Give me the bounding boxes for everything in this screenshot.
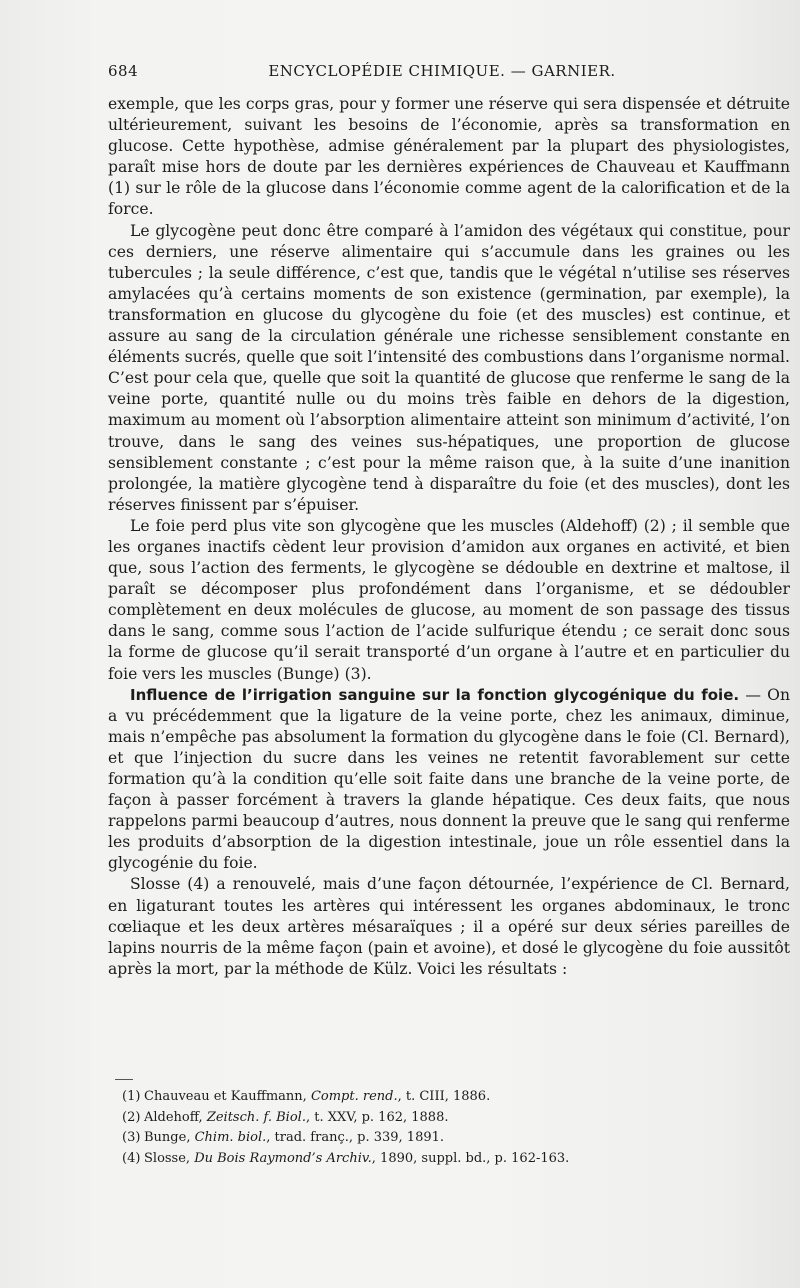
footnote-journal: Du Bois Raymond’s Archiv. — [194, 1150, 372, 1166]
paragraph-4 — [108, 685, 790, 875]
footnote-journal: Compt. rend. — [310, 1089, 398, 1104]
running-title: ENCYCLOPÉDIE CHIMIQUE. — GARNIER. — [268, 62, 616, 80]
footnote-author: Bunge, — [144, 1130, 191, 1145]
footnote-reference: , trad. franç., p. 339, 1891. — [266, 1130, 445, 1145]
body-text — [108, 94, 790, 980]
footnote-mark: (4) — [122, 1150, 141, 1166]
footnote-mark: (3) — [122, 1130, 141, 1145]
footnote-author: Slosse, — [144, 1150, 191, 1166]
paragraph-5: Slosse (4) a renouvelé, mais d’une façon détournée, l’expérience de Cl. Bernard, en ligaturant toutes les artères qui intéressent les organes abdominaux, le tronc cœliaque et les deux artères mésaraïques ; il a opéré sur deux séries pareilles de lapins nourris de la même façon (pain et avoine), et dosé le glycogène du foie aussitôt après la mort, par la méthode de Külz. Voici les résultats : — [108, 875, 790, 978]
footnotes — [122, 1087, 772, 1169]
paragraph-1: exemple, que les corps gras, pour y former une réserve qui sera dispensée et détruite ultérieurement, suivant les besoins de l’économie, après sa transformation en glucose. Cette hypothèse, admise généralement par la plupart des physiologistes, paraît mise hors de doute par les dernières expériences de Chauveau et Kauffmann (1) sur le rôle de la glucose dans l’économie comme agent de la calorification et de la force. — [108, 95, 790, 219]
footnote-2 — [122, 1108, 772, 1129]
footnote-mark: (1) — [122, 1089, 141, 1104]
footnote-journal: Zeitsch. f. Biol. — [206, 1109, 306, 1125]
footnote-reference: , t. CIII, 1886. — [397, 1089, 491, 1104]
footnote-journal: Chim. biol. — [194, 1130, 267, 1145]
page-header — [108, 62, 776, 84]
footnote-author: Aldehoff, — [144, 1109, 203, 1125]
footnote-1 — [122, 1087, 772, 1108]
section-heading: Influence de l’irrigation sanguine sur la fonction glycogénique du foie. — [130, 685, 740, 704]
footnote-4 — [122, 1149, 772, 1170]
page-number: 684 — [108, 62, 139, 80]
footnote-rule — [115, 1079, 133, 1080]
footnote-reference: , 1890, suppl. bd., p. 162-163. — [371, 1150, 570, 1166]
footnote-mark: (2) — [122, 1109, 141, 1125]
paragraph-3: Le foie perd plus vite son glycogène que les muscles (Aldehoff) (2) ; il semble que les organes inactifs cèdent leur provision d’amidon aux organes en activité, et bien que, sous l’action des ferments, le glycogène se dédouble en dextrine et maltose, il paraît se décomposer plus profondément dans l’organisme, et se dédoubler complètement en deux molécules de glucose, au moment de son passage des tissus dans le sang, comme sous l’action de l’acide sulfurique étendu ; ce serait donc sous la forme de glucose qu’il serait transporté d’un organe à l’autre et en particulier du foie vers les muscles (Bunge) (3). — [108, 516, 790, 683]
footnote-3 — [122, 1128, 772, 1149]
footnote-author: Chauveau et Kauffmann, — [144, 1089, 307, 1104]
paragraph-2: Le glycogène peut donc être comparé à l’amidon des végétaux qui constitue, pour ces derniers, une réserve alimentaire qui s’accumule dans les graines ou les tubercules ; la seule différence, c’est que, tandis que le végétal n’utilise ses réserves amylacées qu’à certains moments de son existence (germination, par exemple), la transformation en glucose du glycogène du foie (et des muscles) est continue, et assure au sang de la circulation générale une richesse sensiblement constante en éléments sucrés, quelle que soit l’intensité des combustions dans l’organisme normal. C’est pour cela que, quelle que soit la quantité de glucose que renferme le sang de la veine porte, quantité nulle ou du moins très faible en dehors de la digestion, maximum au moment où l’absorption alimentaire atteint son minimum d’activité, l’on trouve, dans le sang des veines sus-hépatiques, une proportion de glucose sensiblement constante ; c’est pour la même raison que, à la suite d’une inanition prolongée, la matière glycogène tend à disparaître du foie (et des muscles), dont les réserves finissent par s’épuiser. — [108, 221, 790, 514]
footnote-reference: , t. XXV, p. 162, 1888. — [305, 1109, 449, 1125]
paragraph-4-text: — On a vu précédemment que la ligature de la veine porte, chez les animaux, diminue, mais n’empêche pas absolument la formation du glycogène dans le foie (Cl. Bernard), et que l’injection du sucre dans les veines ne retentit favorablement sur cette formation qu’à la condition qu’elle soit faite dans une branche de la veine porte, de façon à passer forcément à travers la glande hépatique. Ces deux faits, que nous rappelons parmi beaucoup d’autres, nous donnent la preuve que le sang qui renferme les produits d’absorption de la digestion intestinale, joue un rôle essentiel dans la glycogénie du foie. — [108, 685, 790, 873]
